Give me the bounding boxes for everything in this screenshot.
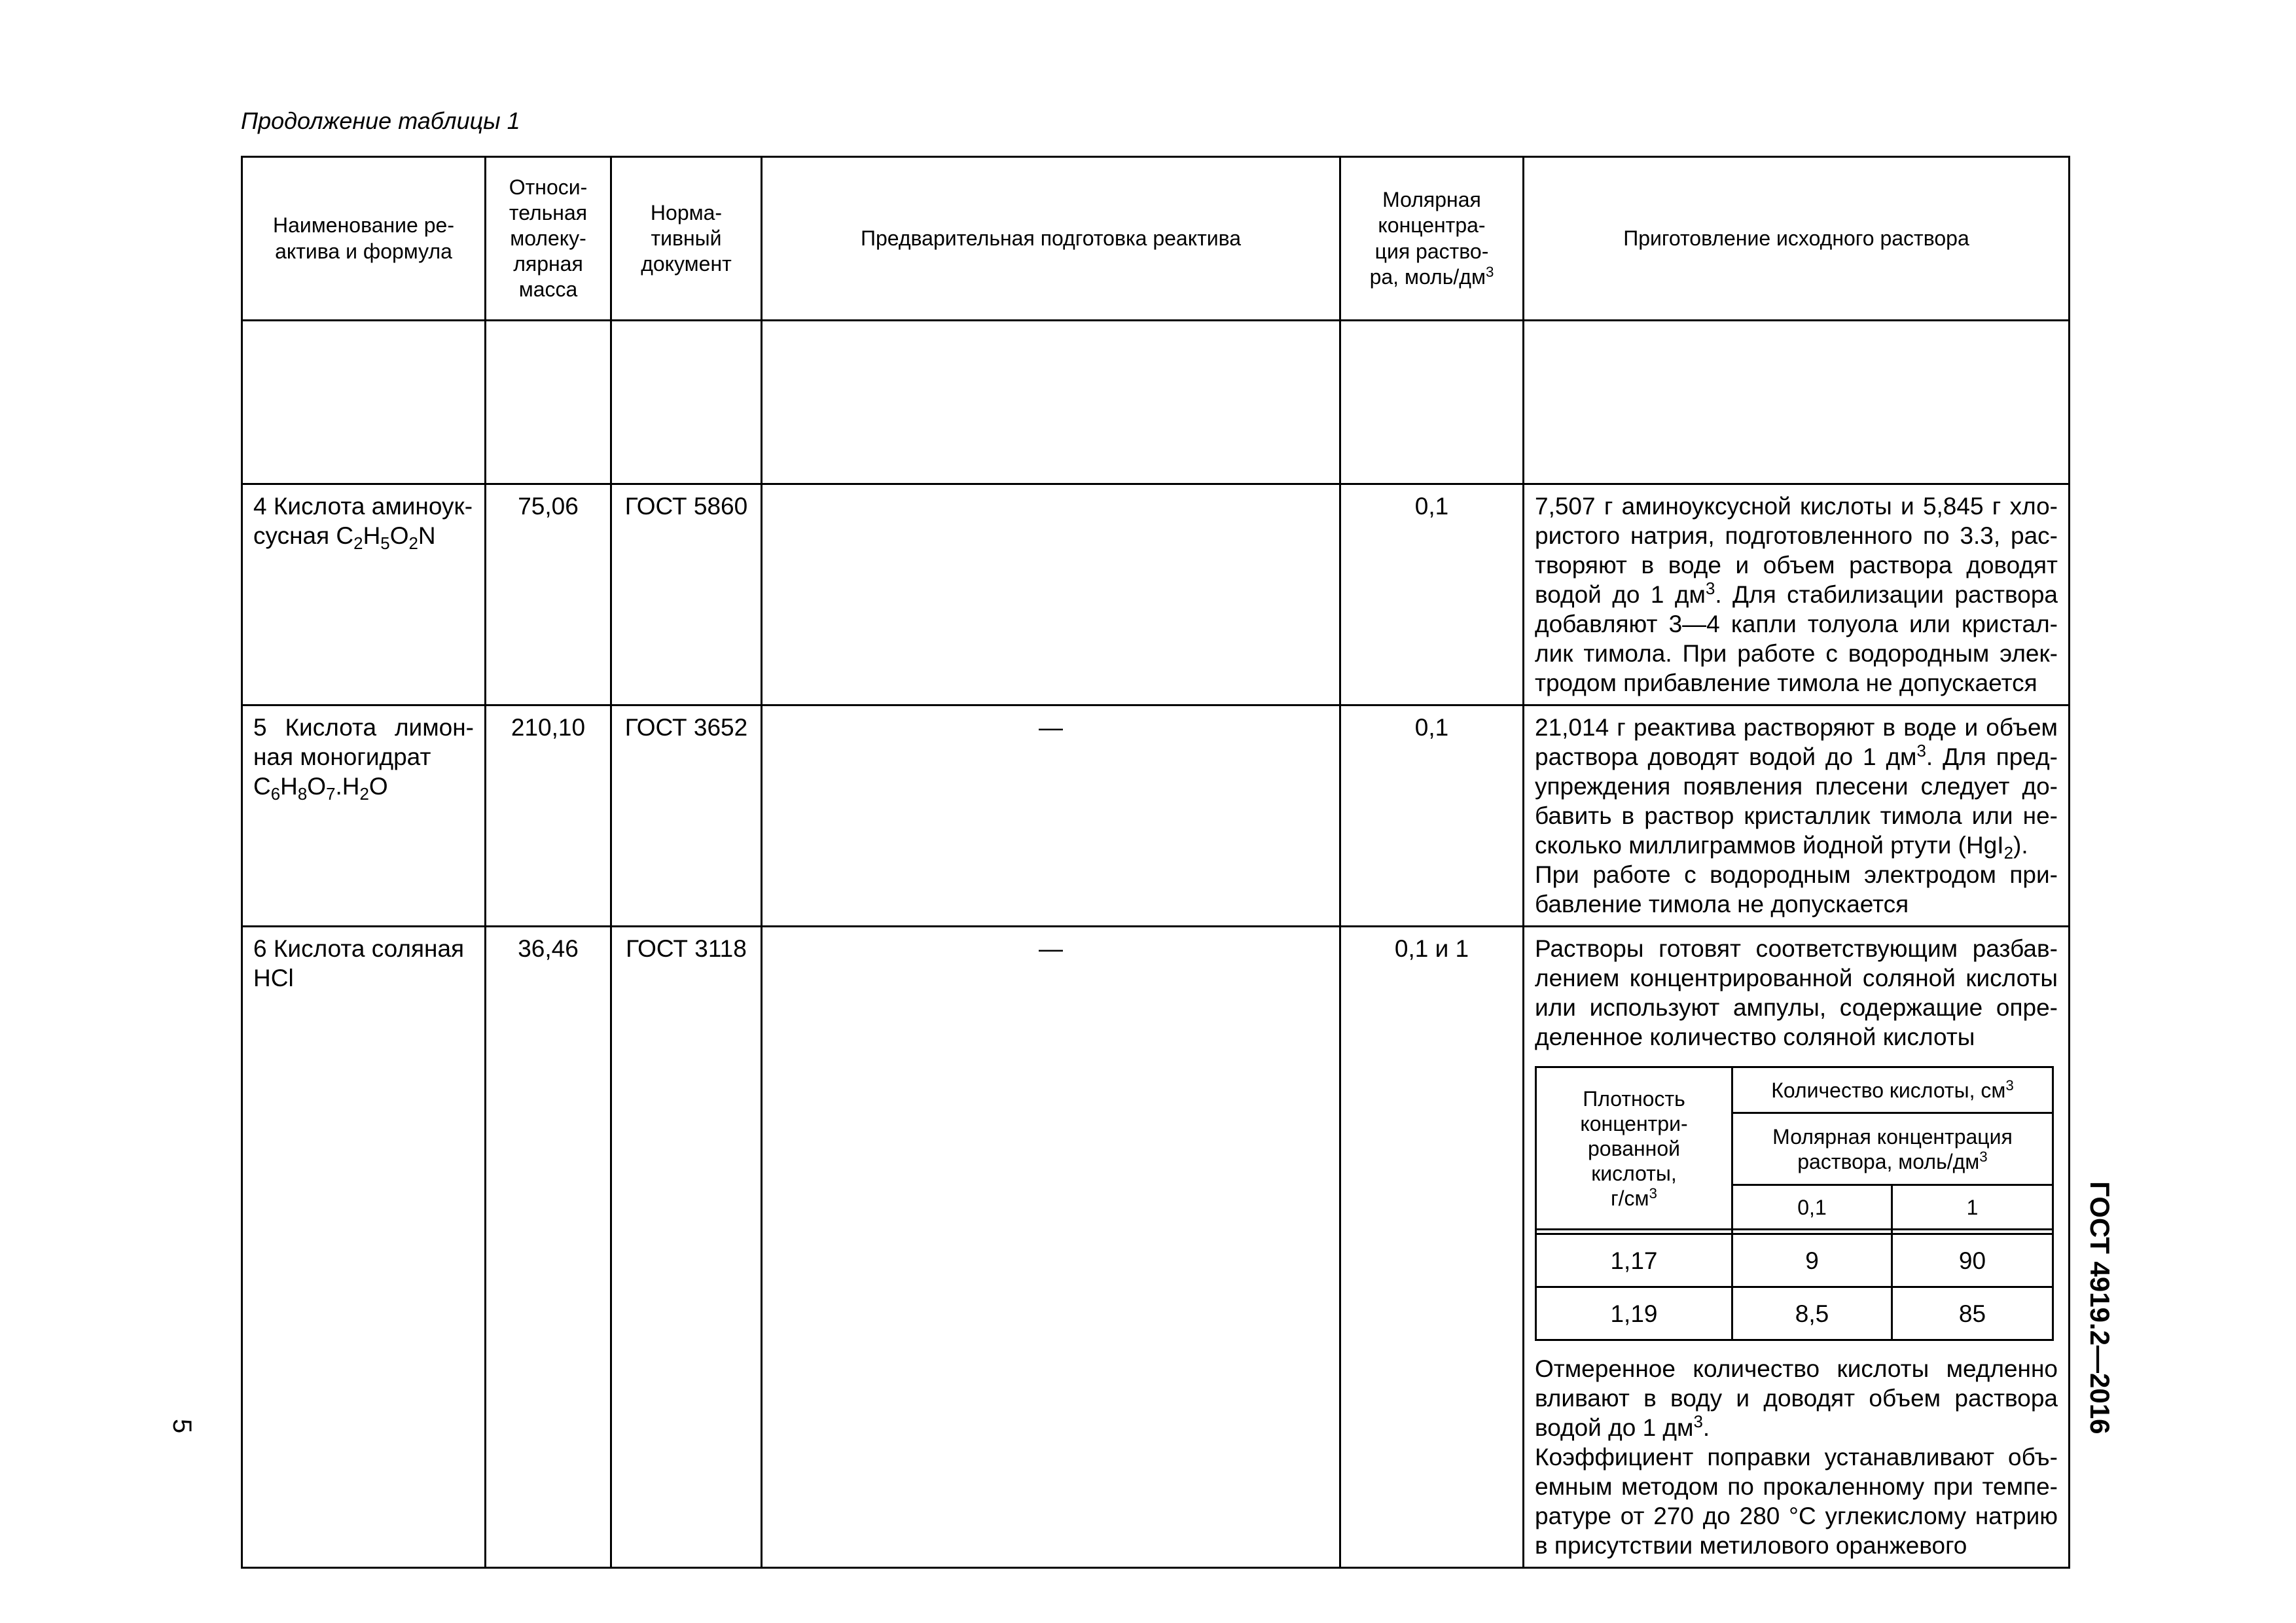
inner-header-c1: 0,1 bbox=[1732, 1185, 1892, 1230]
prep: — bbox=[762, 705, 1340, 927]
reagent-name bbox=[242, 927, 486, 1568]
reagent-name-text: 5 Кислота лимонная моногидрат bbox=[253, 714, 474, 770]
reagent-name bbox=[242, 705, 486, 927]
inner-row bbox=[1536, 1287, 2053, 1340]
gost-label: ГОСТ 4919.2—2016 bbox=[2085, 1181, 2115, 1435]
solution-prep bbox=[1524, 927, 2070, 1568]
inner-v1: 8,5 bbox=[1732, 1287, 1892, 1340]
prep: — bbox=[762, 927, 1340, 1568]
solution-prep bbox=[1524, 705, 2070, 927]
reagent-name-text: 6 Кислота соляная bbox=[253, 935, 465, 962]
reagent-name bbox=[242, 484, 486, 705]
table-caption: Продолжение таблицы 1 bbox=[241, 107, 520, 134]
header-conc-text: Молярная концентра- ция раство- ра, моль/дм bbox=[1369, 188, 1489, 289]
header-prep: Предварительная подготовка реактива bbox=[762, 157, 1340, 321]
header-solution: Приготовление исходного раствора bbox=[1524, 157, 2070, 321]
inner-density: 1,19 bbox=[1536, 1287, 1732, 1340]
table-row bbox=[242, 705, 2070, 927]
norm-doc: ГОСТ 3118 bbox=[611, 927, 762, 1568]
molar-mass: 36,46 bbox=[486, 927, 611, 1568]
header-name: Наименование ре- актива и формула bbox=[242, 157, 486, 321]
solution-text: Растворы готовят соответствующим разбавлением концентрированной соляной кислоты или используют ампулы, содержащие определенное количество соляной кислоты bbox=[1535, 935, 2058, 1050]
header-row bbox=[242, 157, 2070, 321]
solution-text: 21,014 г реактива растворяют в воде и объем раствора доводят водой до 1 $дм^3$. Для предупреждения появления плесени следует добавить в раствор кристаллик тимола или несколько миллиграммов йодной ртути (HgI$_2$). bbox=[1535, 714, 2058, 863]
hcl-density-table bbox=[1535, 1066, 2054, 1341]
inner-v2: 85 bbox=[1892, 1287, 2053, 1340]
norm-doc: ГОСТ 3652 bbox=[611, 705, 762, 927]
inner-header-density: Плотность концентри- рованной кислоты, $г/см^3$ bbox=[1536, 1067, 1732, 1230]
inner-header-amount: Количество кислоты, $см^3$ bbox=[1732, 1067, 2053, 1113]
reagent-name-text: 4 Кислота аминоук- сусная bbox=[253, 493, 473, 549]
molar-mass: 75,06 bbox=[486, 484, 611, 705]
norm-doc: ГОСТ 5860 bbox=[611, 484, 762, 705]
inner-v2: 90 bbox=[1892, 1234, 2053, 1287]
reagent-formula: HCl bbox=[253, 965, 294, 991]
concentration: 0,1 и 1 bbox=[1340, 927, 1524, 1568]
inner-header-c2: 1 bbox=[1892, 1185, 2053, 1230]
molar-mass: 210,10 bbox=[486, 705, 611, 927]
reagent-formula: $C_2H_5O_2N$ bbox=[336, 522, 436, 553]
concentration: 0,1 bbox=[1340, 484, 1524, 705]
solution-after-text: Отмеренное количество кислоты медленно вливают в воду и доводят объем раствора водой до 1 $дм^3$. bbox=[1535, 1355, 2058, 1441]
concentration: 0,1 bbox=[1340, 705, 1524, 927]
inner-row bbox=[1536, 1234, 2053, 1287]
inner-header-conc: Молярная концентрация раствора, моль/$дм^3$ bbox=[1732, 1113, 2053, 1185]
table-row bbox=[242, 927, 2070, 1568]
solution-note: При работе с водородным электродом прибавление тимола не допускается bbox=[1535, 861, 2058, 918]
reagents-table bbox=[241, 156, 2070, 1569]
inner-density: 1,17 bbox=[1536, 1234, 1732, 1287]
header-conc-sup: 3 bbox=[1485, 263, 1494, 280]
inner-v1: 9 bbox=[1732, 1234, 1892, 1287]
solution-text: 7,507 г аминоуксусной кислоты и 5,845 г хлористого натрия, подготовленного по 3.3, растворяют в воде и объем раствора доводят водой до 1 $дм^3$. Для стабилизации раствора добавляют 3—4 капли толуола или кристаллик тимола. При работе с водородным электродом прибавление тимола не допускается bbox=[1535, 493, 2058, 696]
table-row bbox=[242, 484, 2070, 705]
solution-coef-text: Коэффициент поправки устанавливают объемным методом по прокаленному при температуре от 270 до 280 °С углекислому натрию в присутствии метилового оранжевого bbox=[1535, 1444, 2058, 1559]
reagent-formula: $C_6H_8O_7.H_2O$ bbox=[253, 773, 388, 804]
page-number: 5 bbox=[168, 1419, 196, 1434]
solution-prep bbox=[1524, 484, 2070, 705]
prep bbox=[762, 484, 1340, 705]
header-conc bbox=[1340, 157, 1524, 321]
header-mass: Относи- тельная молеку- лярная масса bbox=[486, 157, 611, 321]
header-doc: Норма- тивный документ bbox=[611, 157, 762, 321]
